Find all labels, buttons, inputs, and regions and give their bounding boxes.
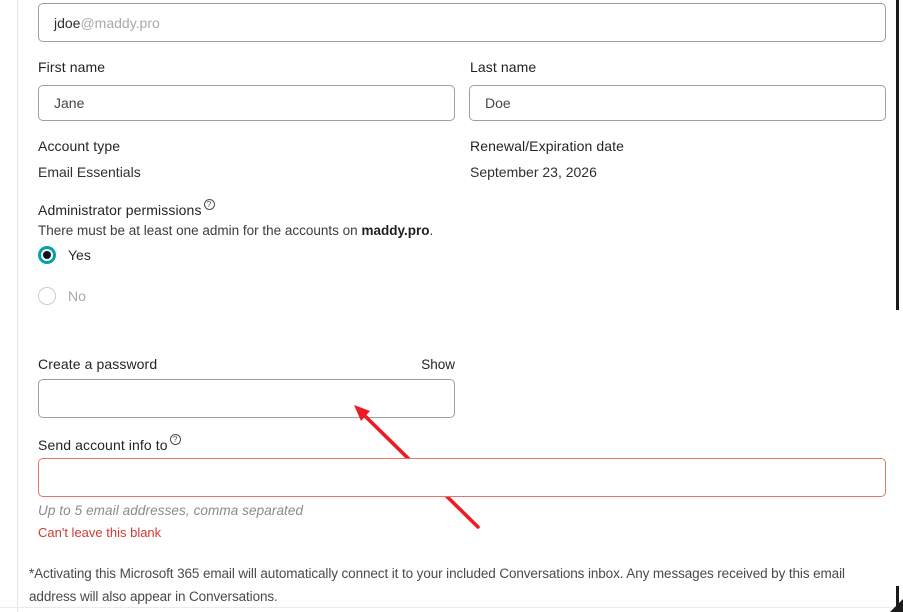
radio-option-yes[interactable] — [38, 246, 91, 264]
password-header-row — [38, 356, 455, 372]
renewal-date-value: September 23, 2026 — [470, 164, 597, 180]
send-info-input[interactable] — [38, 458, 886, 497]
show-password-link[interactable]: Show — [421, 357, 455, 372]
admin-helper-text — [38, 223, 433, 238]
question-circle-icon-2[interactable]: ? — [170, 434, 181, 445]
last-name-label: Last name — [470, 59, 537, 75]
send-info-error: Can't leave this blank — [38, 525, 162, 540]
admin-permissions-label — [38, 202, 215, 218]
send-info-helper: Up to 5 email addresses, comma separated — [38, 503, 304, 518]
renewal-date-label: Renewal/Expiration date — [470, 138, 625, 154]
account-type-value: Email Essentials — [38, 164, 141, 180]
question-circle-icon[interactable]: ? — [204, 199, 215, 210]
radio-yes-label: Yes — [68, 247, 91, 263]
admin-permissions-label-text: Administrator permissions — [38, 202, 202, 218]
send-info-label — [38, 437, 181, 453]
corner-element — [890, 599, 903, 612]
admin-helper-prefix: There must be at least one admin for the accounts on — [38, 223, 362, 238]
email-domain-placeholder: @maddy.pro — [80, 14, 160, 31]
password-label: Create a password — [38, 356, 158, 372]
admin-helper-domain: maddy.pro — [361, 223, 430, 238]
radio-yes-control[interactable] — [38, 246, 56, 264]
scrollbar-thumb[interactable] — [896, 0, 899, 310]
radio-no-control[interactable] — [38, 287, 56, 305]
first-name-label: First name — [38, 59, 106, 75]
last-name-input[interactable] — [469, 85, 886, 121]
radio-selected-dot — [41, 249, 53, 261]
email-user-part: jdoe — [54, 14, 81, 31]
radio-no-label: No — [68, 288, 86, 304]
left-divider — [17, 0, 18, 612]
send-info-label-text: Send account info to — [38, 437, 168, 453]
account-type-label: Account type — [38, 138, 121, 154]
admin-helper-suffix: . — [429, 223, 434, 238]
first-name-input[interactable] — [38, 85, 455, 121]
microsoft-365-footnote: *Activating this Microsoft 365 email will automatically connect it to your included Conversations inbox. Any messages received by this email address will also appear in Conversations. — [29, 566, 845, 604]
email-address-input[interactable] — [38, 3, 886, 42]
radio-option-no[interactable] — [38, 287, 86, 305]
